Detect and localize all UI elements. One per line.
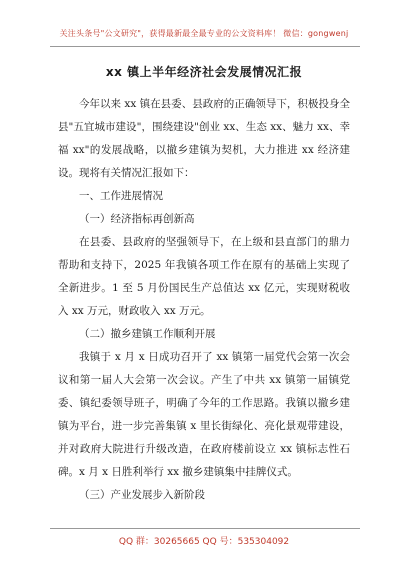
paragraph-town-establishment: 我镇于 x 月 x 日成功召开了 xx 镇第一届党代会第一次会议和第一届人大会第一次会议。产生了中共 xx 镇第一届镇党委、镇纪委领导班子，明确了今年的工作思路。我镇以撤乡建镇为平台，进一步完善集镇 x 里长街绿化、亮化景观带建设，并对政府大院进行升级改造，在政府楼前设立 xx 镇标志性石碑。x 月 x 日胜利举行 xx 撤乡建镇集中挂牌仪式。 [58, 351, 350, 478]
intro-paragraph: 今年以来 xx 镇在县委、县政府的正确领导下，积极投身全县"五宜城市建设"，围绕建设"创业 xx、生态 xx、魅力 xx、幸福 xx"的发展战略，以撤乡建镇为契机，大力推进 xx 经济建设。现将有关情况汇报如下： [58, 98, 350, 179]
header-promo-text: 关注头条号"公文研究"，获得最新最全最专业的公文资料库！ 微信：gongwenj [59, 29, 349, 38]
document-body [58, 93, 350, 507]
header-divider [50, 46, 360, 47]
subsection-heading-1: （一）经济指标再创新高 [79, 213, 195, 225]
subsection-heading-3: （三）产业发展步入新阶段 [79, 489, 205, 501]
subsection-heading-2: （二）撤乡建镇工作顺利开展 [79, 328, 216, 340]
section-heading-1: 一、工作进展情况 [79, 190, 163, 202]
paragraph-economic-indicators: 在县委、县政府的坚强领导下，在上级和县直部门的鼎力帮助和支持下，2025 年我镇各项工作在原有的基础上实现了全新进步。1 至 5 月份国民生产总值达 xx 亿元，实现财税收入 xx 万元，财政收入 xx 万元。 [58, 236, 350, 317]
footer-divider [50, 528, 360, 529]
footer-contact-text: QQ 群：30265665 QQ 号：535304092 [118, 537, 290, 547]
document-title: xx 镇上半年经济社会发展情况汇报 [105, 65, 303, 79]
